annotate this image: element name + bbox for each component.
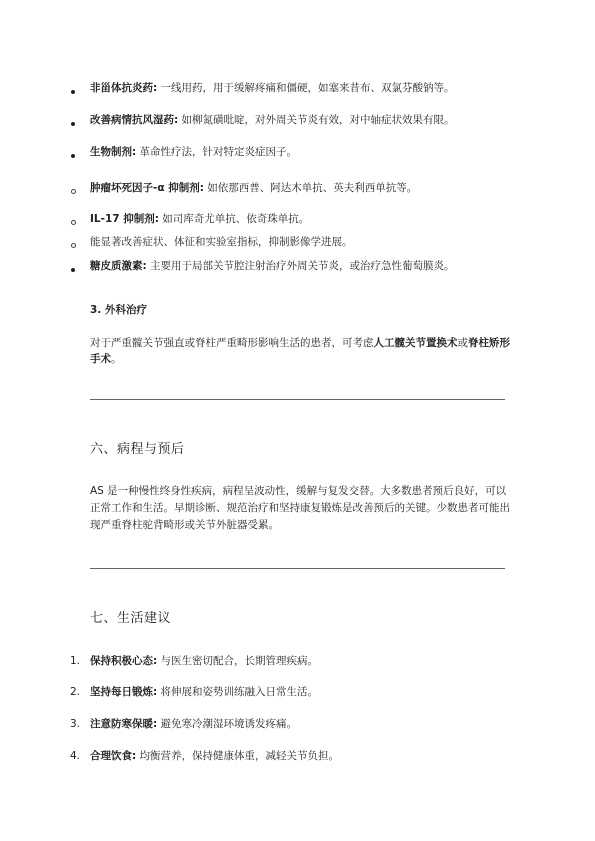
subsection-heading: 3. 外科治疗: [90, 304, 147, 316]
item-text: 避免寒冷潮湿环境诱发疼痛。: [157, 718, 298, 730]
item-text: 主要用于局部关节腔注射治疗外周关节炎，或治疗急性葡萄膜炎。: [146, 260, 455, 272]
bullet-circle-icon: [70, 235, 82, 249]
item-text: 均衡营养，保持健康体重，减轻关节负担。: [136, 750, 340, 762]
item-term: 生物制剂:: [90, 146, 137, 158]
item-text: 如柳氮磺吡啶，对外周关节炎有效，对中轴症状效果有限。: [178, 114, 455, 126]
bullet-circle-icon: [70, 212, 82, 226]
item-text: 革命性疗法，针对特定炎症因子。: [136, 146, 298, 158]
item-term: 保持积极心态:: [90, 655, 158, 667]
item-text: 一线用药，用于缓解疼痛和僵硬，如塞来昔布、双氯芬酸钠等。: [157, 82, 455, 94]
bullet-dot-icon: [70, 81, 82, 95]
section-heading: 六、病程与预后: [90, 442, 185, 457]
item-term: 非甾体抗炎药:: [90, 82, 158, 94]
bullet-dot-icon: [70, 113, 82, 127]
item-text: 与医生密切配合，长期管理疾病。: [157, 655, 319, 667]
prognosis-paragraph: AS 是一种慢性终身性疾病，病程呈波动性，缓解与复发交替。大多数患者预后良好，可以正常工作和生活。早期诊断、规范治疗和坚持康复锻炼是改善预后的关键。少数患者可能出现严重脊柱驼背畸形或关节外脏器受累。: [90, 485, 510, 531]
item-number: 3.: [70, 718, 81, 730]
divider: [90, 568, 505, 569]
surgery-paragraph: 对于严重髋关节强直或脊柱严重畸形影响生活的患者，可考虑人工髋关节置换术或脊柱矫形手术。: [90, 337, 510, 365]
item-term: 坚持每日锻炼:: [90, 686, 158, 698]
bullet-dot-icon: [70, 145, 82, 159]
item-number: 4.: [70, 750, 81, 762]
item-term: 合理饮食:: [90, 750, 137, 762]
section-heading: 七、生活建议: [90, 611, 172, 626]
item-term: 改善病情抗风湿药:: [90, 114, 179, 126]
item-text: 能显著改善症状、体征和实验室指标，抑制影像学进展。: [90, 236, 353, 248]
item-term: 肿瘤坏死因子-α 抑制剂:: [90, 182, 204, 194]
item-term: 注意防寒保暖:: [90, 718, 158, 730]
item-number: 1.: [70, 655, 81, 667]
item-text: 将伸展和姿势训练融入日常生活。: [157, 686, 319, 698]
bullet-circle-icon: [70, 181, 82, 195]
item-text: 如司库奇尤单抗、依奇珠单抗。: [158, 213, 310, 225]
item-number: 2.: [70, 686, 81, 698]
divider: [90, 399, 505, 400]
item-text: 如依那西普、阿达木单抗、英夫利西单抗等。: [203, 182, 418, 194]
item-term: 糖皮质激素:: [90, 260, 147, 272]
item-term: IL-17 抑制剂:: [90, 213, 159, 225]
bullet-dot-icon: [70, 259, 82, 273]
